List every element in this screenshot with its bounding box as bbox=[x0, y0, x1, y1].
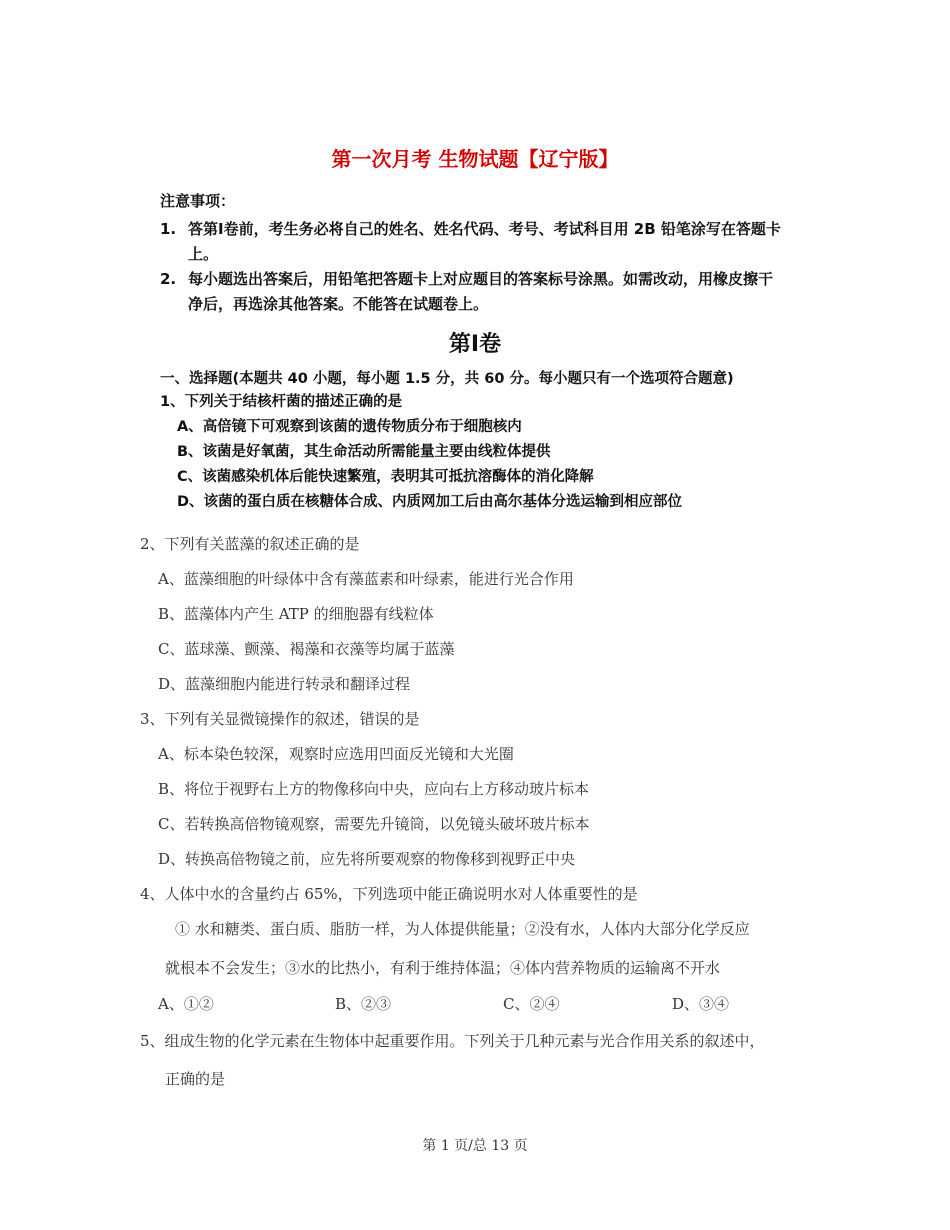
question-3-option-a: A、标本染色较深，观察时应选用凹面反光镜和大光圈 bbox=[158, 745, 514, 763]
volume-heading: 第Ⅰ卷 bbox=[448, 332, 502, 357]
question-2-option-d: D、蓝藻细胞内能进行转录和翻译过程 bbox=[158, 675, 411, 693]
question-5-cont: 正确的是 bbox=[165, 1070, 226, 1088]
notes-heading: 注意事项： bbox=[160, 192, 236, 210]
question-2-option-b: B、蓝藻体内产生 ATP 的细胞器有线粒体 bbox=[158, 605, 434, 623]
question-3-option-d: D、转换高倍物镜之前，应先将所要观察的物像移到视野正中央 bbox=[158, 850, 576, 868]
question-1-option-c: C、该菌感染机体后能快速繁殖，表明其可抵抗溶酶体的消化降解 bbox=[177, 469, 594, 485]
page-footer: 第 1 页/总 13 页 bbox=[422, 1138, 528, 1154]
question-3-option-b: B、将位于视野右上方的物像移向中央，应向右上方移动玻片标本 bbox=[158, 780, 590, 798]
question-4-option-a: A、①② bbox=[158, 995, 214, 1013]
question-3-option-c: C、若转换高倍物镜观察，需要先升镜筒，以免镜头破坏玻片标本 bbox=[158, 815, 590, 833]
question-1-stem: 1、下列关于结核杆菌的描述正确的是 bbox=[160, 394, 403, 410]
question-5-stem: 5、组成生物的化学元素在生物体中起重要作用。下列关于几种元素与光合作用关系的叙述中， bbox=[140, 1032, 765, 1050]
question-3-stem: 3、下列有关显微镜操作的叙述，错误的是 bbox=[140, 710, 420, 728]
question-4-option-c: C、②④ bbox=[503, 995, 560, 1013]
question-4-stem: 4、人体中水的含量约占 65%，下列选项中能正确说明水对人体重要性的是 bbox=[140, 885, 638, 903]
question-1-option-b: B、该菌是好氧菌，其生命活动所需能量主要由线粒体提供 bbox=[177, 444, 551, 460]
question-4-option-d: D、③④ bbox=[672, 995, 730, 1013]
note-text: 答第Ⅰ卷前，考生务必将自己的姓名、姓名代码、考号、考试科目用 2B 铅笔涂写在答题卡 bbox=[188, 220, 781, 238]
question-1-option-a: A、高倍镜下可观察到该菌的遗传物质分布于细胞核内 bbox=[177, 419, 522, 435]
question-2-option-c: C、蓝球藻、颤藻、褐藻和衣藻等均属于蓝藻 bbox=[158, 640, 455, 658]
note-text: 每小题选出答案后，用铅笔把答题卡上对应题目的答案标号涂黑。如需改动，用橡皮擦干 bbox=[188, 270, 774, 288]
note-num: 1. bbox=[160, 220, 177, 238]
page-title: 第一次月考 生物试题【辽宁版】 bbox=[331, 147, 619, 171]
note-item-2 bbox=[160, 268, 773, 289]
question-4-option-b: B、②③ bbox=[335, 995, 392, 1013]
note-num: 2. bbox=[160, 270, 177, 288]
note-item-1 bbox=[160, 218, 781, 239]
question-4-line-2: 就根本不会发生；③水的比热小，有利于维持体温；④体内营养物质的运输离不开水 bbox=[165, 959, 721, 977]
note-item-2-cont: 净后，再选涂其他答案。不能答在试题卷上。 bbox=[188, 295, 489, 313]
question-2-stem: 2、下列有关蓝藻的叙述正确的是 bbox=[140, 535, 360, 553]
note-item-1-cont: 上。 bbox=[188, 245, 219, 263]
question-4-line-1: ① 水和糖类、蛋白质、脂肪一样，为人体提供能量；②没有水，人体内大部分化学反应 bbox=[175, 920, 750, 938]
question-1-option-d: D、该菌的蛋白质在核糖体合成、内质网加工后由高尔基体分选运输到相应部位 bbox=[177, 494, 683, 510]
question-2-option-a: A、蓝藻细胞的叶绿体中含有藻蓝素和叶绿素，能进行光合作用 bbox=[158, 570, 574, 588]
section-heading: 一、选择题(本题共 40 小题，每小题 1.5 分，共 60 分。每小题只有一个选项符合题意) bbox=[160, 371, 734, 387]
